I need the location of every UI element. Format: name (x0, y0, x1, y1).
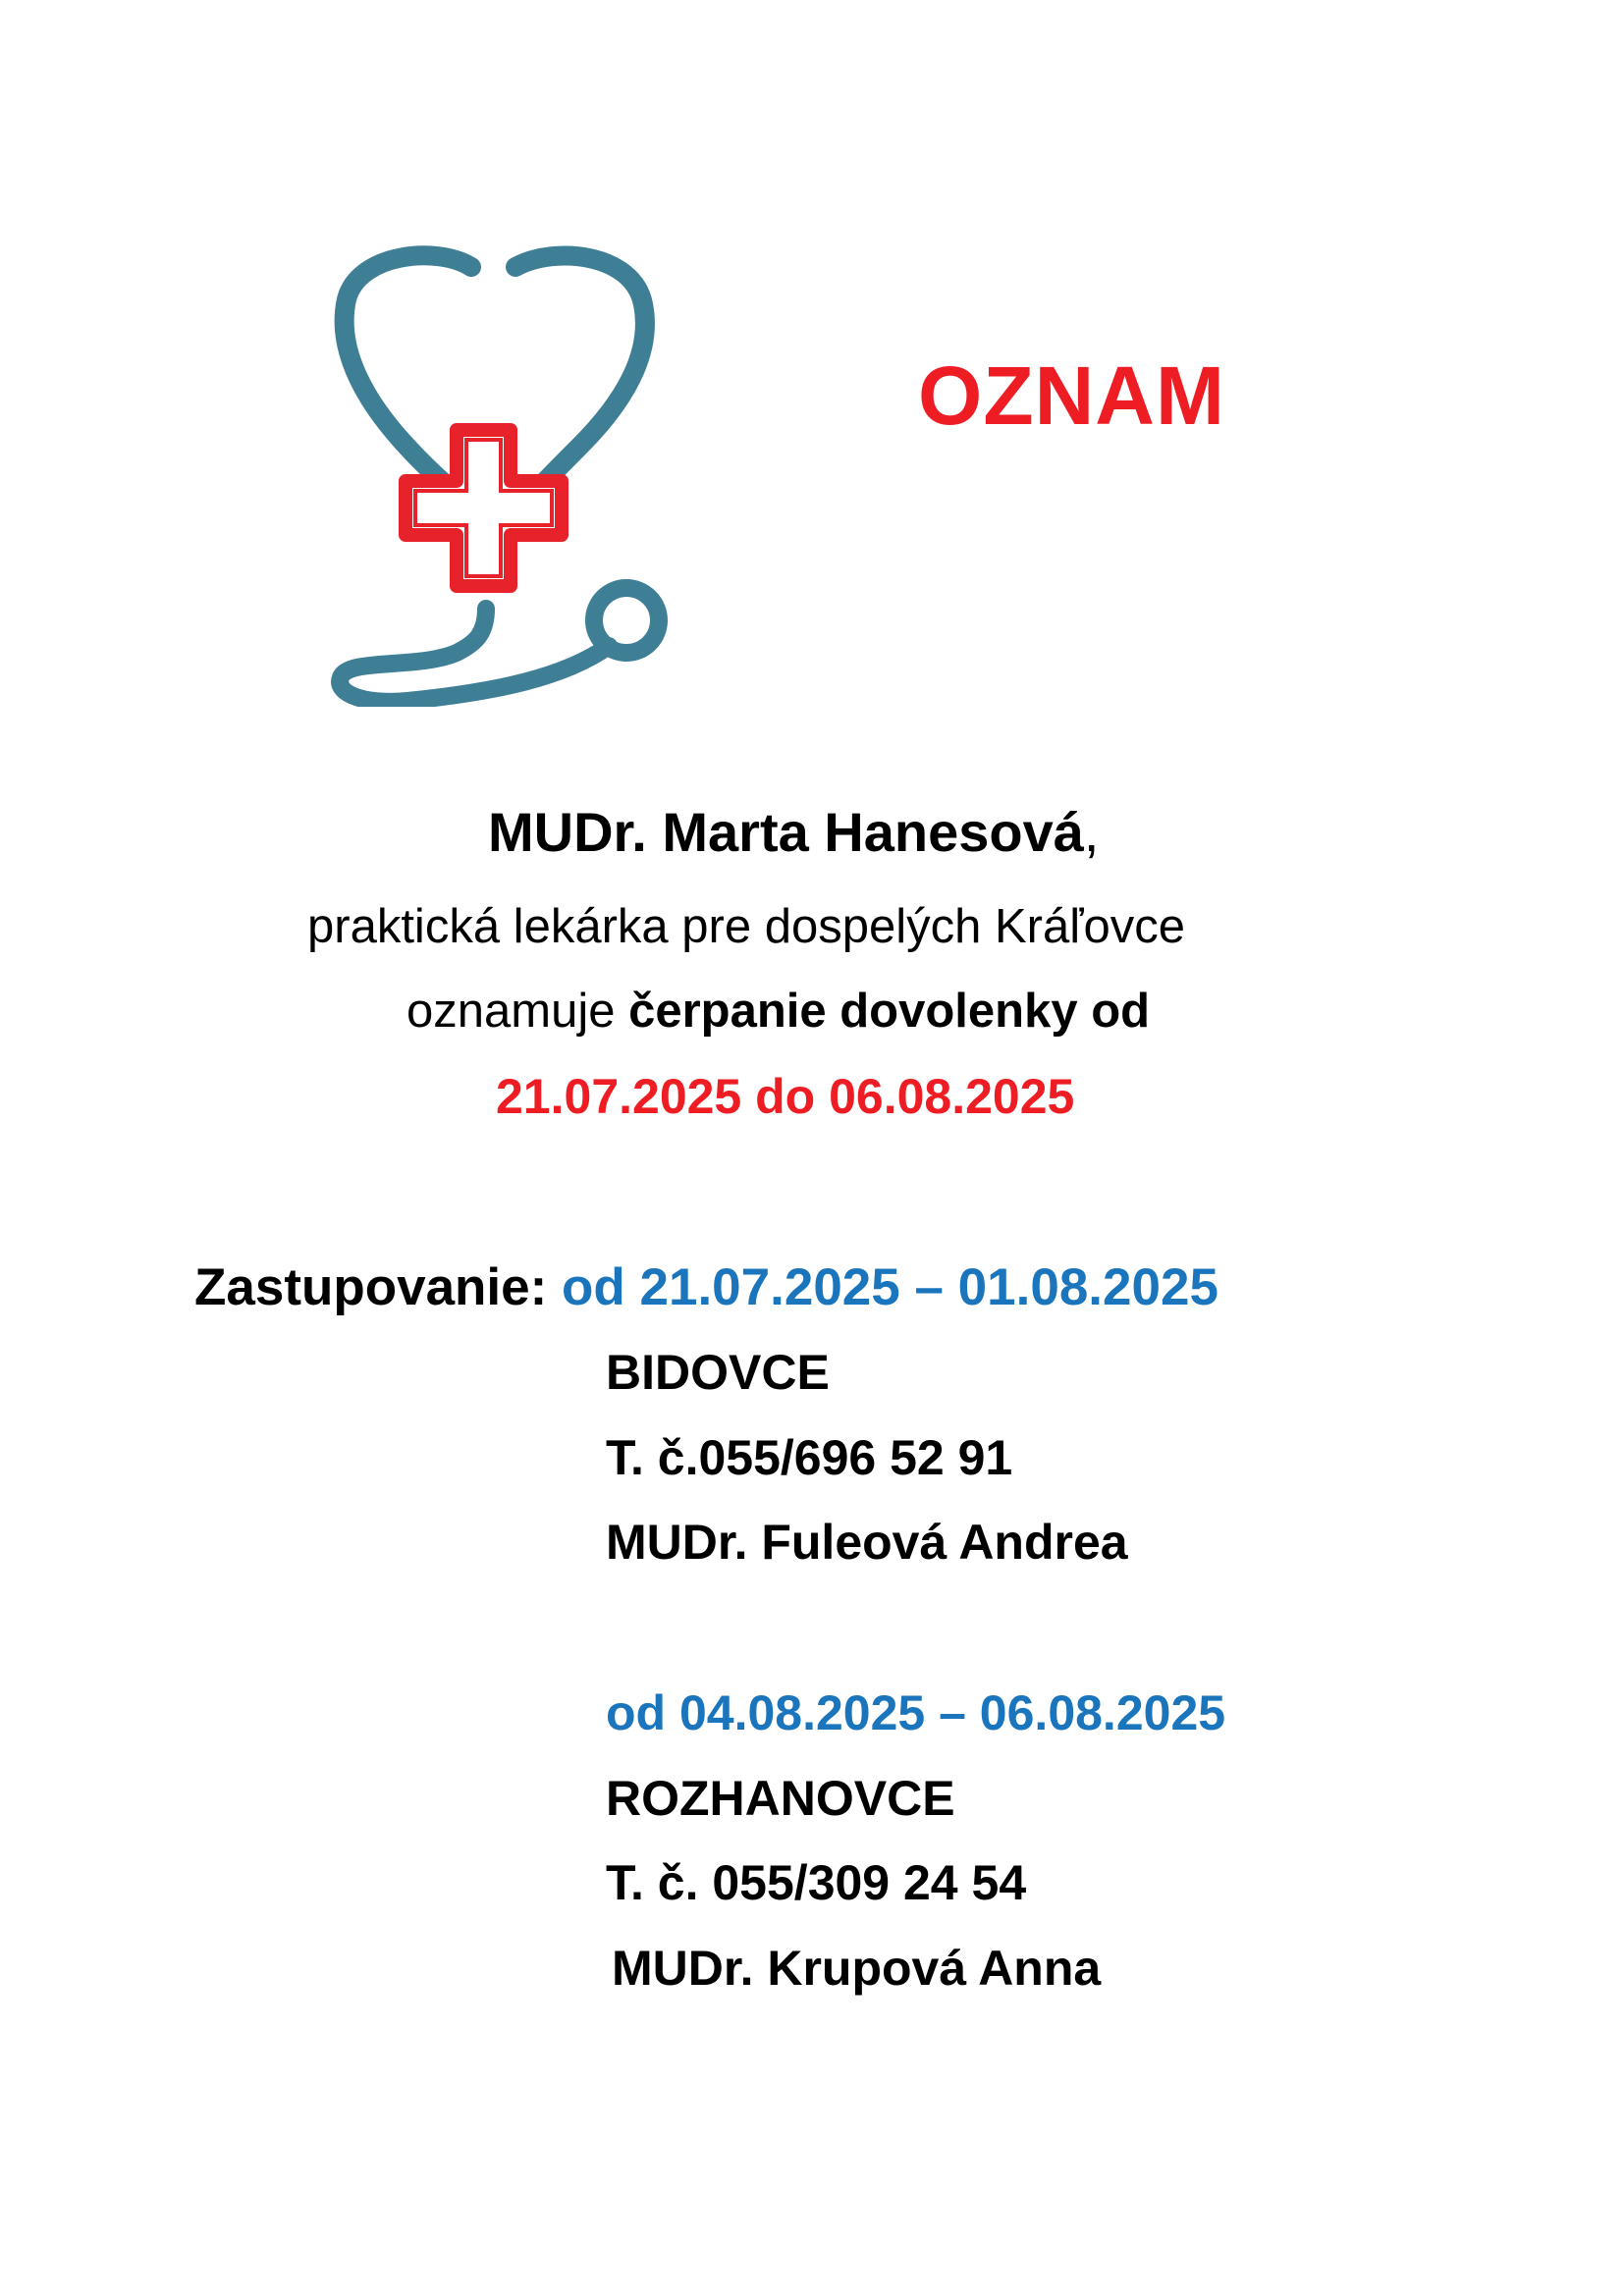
substitution-phone-1: T. č.055/696 52 91 (606, 1430, 1013, 1485)
announce-verb: oznamuje (406, 985, 629, 1038)
doctor-name-line (488, 801, 1100, 863)
doctor-role: praktická lekárka pre dospelých Kráľovce (307, 900, 1185, 953)
doctor-name: MUDr. Marta Hanesová (488, 801, 1084, 863)
vacation-dates: 21.07.2025 do 06.08.2025 (496, 1069, 1075, 1124)
substitution-label: Zastupovanie: (194, 1258, 548, 1316)
substitution-phone-2: T. č. 055/309 24 54 (606, 1855, 1027, 1910)
substitution-period-2: od 04.08.2025 – 06.08.2025 (606, 1685, 1226, 1740)
notice-title: OZNAM (918, 349, 1225, 442)
substitution-place-2: ROZHANOVCE (606, 1771, 955, 1826)
stethoscope-icon (329, 245, 682, 707)
substitution-period-1: od 21.07.2025 – 01.08.2025 (562, 1258, 1218, 1316)
substitution-place-1: BIDOVCE (606, 1345, 830, 1400)
substitution-doctor-2: MUDr. Krupová Anna (612, 1941, 1102, 1996)
announce-text: čerpanie dovolenky od (628, 985, 1151, 1038)
substitution-heading (194, 1258, 1218, 1316)
doctor-comma: , (1083, 801, 1100, 863)
substitution-doctor-1: MUDr. Fuleová Andrea (606, 1515, 1128, 1570)
announcement-line (406, 985, 1151, 1038)
